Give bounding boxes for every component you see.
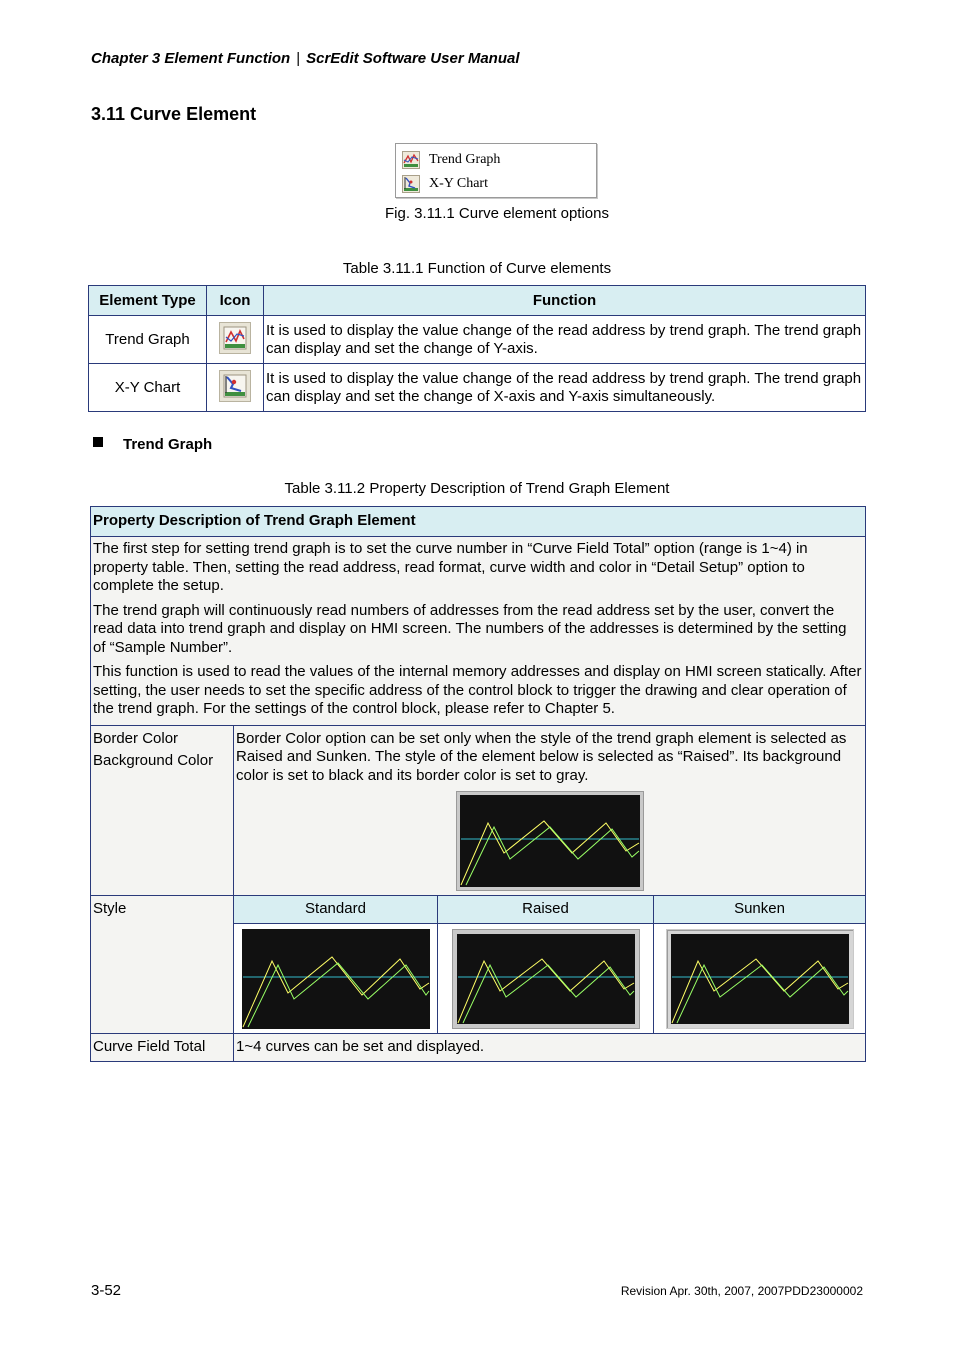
menu-item-xy-chart[interactable] xyxy=(402,173,488,195)
menu-item-trend-graph[interactable] xyxy=(402,149,500,171)
style-preview-cell xyxy=(438,924,654,1034)
property-name-cell: Style xyxy=(91,896,234,1034)
style-preview-cell xyxy=(234,924,438,1034)
curve-elements-table xyxy=(88,285,866,412)
style-option-header: Standard xyxy=(234,896,438,924)
bullet-square-icon xyxy=(93,437,103,447)
menu-item-label: Trend Graph xyxy=(429,152,501,167)
function-cell: It is used to display the value change of the read address by trend graph. The trend graph can display and set the change of X-axis and Y-axis simultaneously. xyxy=(264,364,866,412)
element-type-cell: X-Y Chart xyxy=(89,364,207,412)
column-header: Icon xyxy=(207,286,264,316)
xy-chart-icon xyxy=(402,175,420,193)
trend-graph-icon xyxy=(402,151,420,169)
revision-info: Revision Apr. 30th, 2007, 2007PDD23000002 xyxy=(620,1284,863,1298)
table-row xyxy=(91,1034,866,1062)
function-cell: It is used to display the value change of the read address by trend graph. The trend graph can display and set the change of Y-axis. xyxy=(264,316,866,364)
property-desc-cell: 1~4 curves can be set and displayed. xyxy=(234,1034,866,1062)
table-header-row xyxy=(91,507,866,537)
table1-caption: Table 3.11.1 Function of Curve elements xyxy=(342,260,612,277)
element-type-cell: Trend Graph xyxy=(89,316,207,364)
column-header: Function xyxy=(264,286,866,316)
intro-paragraph: The trend graph will continuously read numbers of addresses from the read address set by the user, convert the read data into trend graph and display on HMI screen. The numbers of the addresses is determined by the setting of “Sample Number”. xyxy=(93,601,847,656)
table-row xyxy=(91,896,866,924)
intro-cell xyxy=(91,537,866,726)
raised-style-graph-preview xyxy=(456,791,644,891)
chapter-title: Chapter 3 Element Function xyxy=(91,50,291,67)
header-separator: | xyxy=(296,50,301,67)
table2-caption: Table 3.11.2 Property Description of Trend Graph Element xyxy=(284,480,670,497)
trend-graph-properties-table xyxy=(90,506,866,1062)
style-option-header: Sunken xyxy=(654,896,866,924)
xy-chart-icon xyxy=(219,370,251,402)
trend-graph-icon xyxy=(219,322,251,354)
manual-title: ScrEdit Software User Manual xyxy=(306,50,520,67)
subsection-title: Trend Graph xyxy=(123,436,213,453)
icon-cell xyxy=(207,364,264,412)
menu-item-label: X-Y Chart xyxy=(429,176,488,191)
property-desc-cell xyxy=(234,725,866,896)
style-option-header: Raised xyxy=(438,896,654,924)
figure-caption: Fig. 3.11.1 Curve element options xyxy=(384,205,609,222)
property-name-cell xyxy=(91,725,234,896)
table-header-row xyxy=(89,286,866,316)
raised-style-graph-preview xyxy=(452,929,640,1029)
standard-style-graph-preview xyxy=(242,929,430,1029)
property-name: Border Color xyxy=(93,729,179,747)
page-number: 3-52 xyxy=(91,1282,122,1299)
running-header xyxy=(91,50,520,67)
icon-cell xyxy=(207,316,264,364)
column-header: Element Type xyxy=(89,286,207,316)
table-row xyxy=(91,537,866,726)
intro-paragraph: This function is used to read the values of the internal memory addresses and display on HMI screen statically. After setting, the user needs to set the specific address of the control block to trigger the drawing and clear operation of the trend graph. For the settings of the control block, please refer to Chapter 5. xyxy=(93,663,862,717)
property-name: Background Color xyxy=(93,752,214,769)
table-header: Property Description of Trend Graph Element xyxy=(91,507,866,537)
table-row xyxy=(89,316,866,364)
intro-paragraph: The first step for setting trend graph is to set the curve number in “Curve Field Total” option (range is 1~4) in property table. Then, setting the read address, read format, curve width and color in “Detail Setup” option to complete the setup. xyxy=(93,540,808,594)
table-row xyxy=(91,725,866,896)
style-preview-cell xyxy=(654,924,866,1034)
property-name-cell: Curve Field Total xyxy=(91,1034,234,1062)
property-description: Border Color option can be set only when the style of the trend graph element is selected as Raised and Sunken. The style of the element below is selected as “Raised”. Its background color is set to black and its border color is set to gray. xyxy=(236,729,847,784)
section-title: 3.11 Curve Element xyxy=(91,104,257,124)
curve-options-menu xyxy=(395,143,597,198)
table-row xyxy=(89,364,866,412)
sunken-style-graph-preview xyxy=(666,929,854,1029)
